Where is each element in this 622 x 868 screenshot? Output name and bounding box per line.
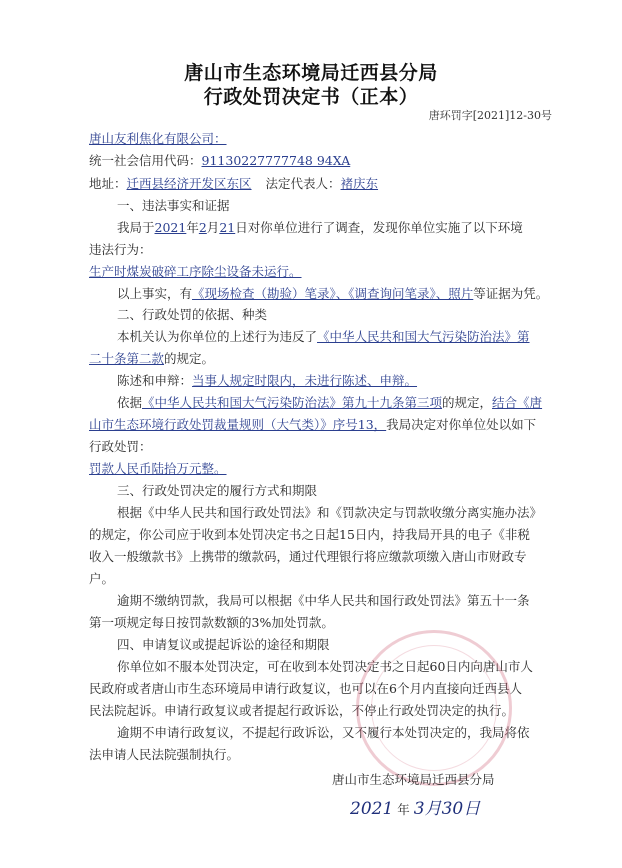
section-4-para-1: 你单位如不服本处罚决定，可在收到本处罚决定书之日起60日内向唐山市人 bbox=[117, 659, 533, 674]
basis-line-3: 行政处罚： bbox=[89, 439, 152, 454]
section-3-para-2-cont: 第一项规定每日按罚款数额的3%加处罚款。 bbox=[89, 615, 334, 630]
party-name: 唐山友利焦化有限公司： bbox=[89, 131, 227, 146]
text-segment: 本机关认为你单位的上述行为违反了 bbox=[117, 329, 318, 344]
document-title: 唐山市生态环境局迁西县分局 bbox=[184, 62, 438, 84]
official-seal-icon bbox=[356, 630, 512, 786]
text-segment: 我局于 bbox=[117, 220, 155, 235]
inspection-day: 21 bbox=[219, 220, 236, 235]
text-segment: 年 bbox=[186, 220, 199, 235]
issue-year: 2021 bbox=[350, 799, 394, 819]
section-4-para-2: 逾期不申请行政复议，不提起行政诉讼，又不履行本处罚决定的，我局将依 bbox=[117, 725, 530, 740]
basis-line-1 bbox=[117, 393, 542, 411]
section-3-para-1-cont: 收入一般缴款书》上携带的缴款码，通过代理银行将应缴款项缴入唐山市财政专 bbox=[89, 549, 527, 564]
section-3-heading: 三、行政处罚决定的履行方式和期限 bbox=[117, 483, 318, 498]
document-subtitle: 行政处罚决定书（正本） bbox=[203, 86, 419, 108]
violated-article: 二十条第二款 bbox=[89, 351, 165, 366]
section-4-para-1-cont: 民法院起诉。申请行政复议或者提起行政诉讼，不停止行政处罚决定的执行。 bbox=[89, 703, 515, 718]
basis-line-2 bbox=[89, 415, 536, 433]
text-segment: 月 bbox=[206, 220, 220, 235]
section-2-heading: 二、行政处罚的依据、种类 bbox=[117, 307, 268, 322]
inspection-year: 2021 bbox=[154, 220, 187, 235]
section-1-para-1 bbox=[117, 218, 523, 236]
penalty-text: 罚款人民币陆拾万元整。 bbox=[89, 461, 227, 476]
penalty-basis-law: 《中华人民共和国大气污染防治法》第九十九条第三项 bbox=[142, 395, 443, 410]
issue-date bbox=[350, 794, 480, 819]
address-line bbox=[89, 174, 378, 192]
discretion-rule: 山市生态环境行政处罚裁量规则（大气类）》序号13， bbox=[89, 417, 387, 432]
address-value: 迁西县经济开发区东区 bbox=[126, 176, 252, 191]
text-segment: 我局决定对你单位处以如下 bbox=[386, 417, 537, 432]
text-segment: 以上事实，有 bbox=[117, 286, 193, 301]
text-segment: 年 bbox=[397, 802, 410, 817]
discretion-rule-start: 结合《唐 bbox=[492, 395, 543, 410]
evidence-list: 《现场检查（勘验）笔录》、《调查询问笔录》、照片 bbox=[192, 286, 474, 301]
document-number: 唐环罚字[2021]12-30号 bbox=[428, 109, 552, 122]
defense-line bbox=[117, 371, 417, 389]
address-label: 地址： bbox=[89, 176, 127, 191]
section-4-heading: 四、申请复议或提起诉讼的途径和期限 bbox=[117, 637, 330, 652]
section-1-para-1-cont: 违法行为： bbox=[89, 242, 152, 257]
evidence-line bbox=[117, 284, 548, 302]
section-3-para-1-cont: 的规定，你公司应于收到本处罚决定书之日起15日内，持我局开具的电子《非税 bbox=[89, 527, 530, 542]
credit-code-line bbox=[89, 151, 350, 169]
text-segment: 的规定。 bbox=[164, 351, 215, 366]
section-2-para-1 bbox=[117, 327, 530, 345]
legal-rep-label: 法定代表人： bbox=[265, 176, 341, 191]
party-name-line bbox=[89, 129, 227, 147]
section-4-para-1-cont: 民政府或者唐山市生态环境局申请行政复议，也可以在6个月内直接向迁西县人 bbox=[89, 681, 522, 696]
defense-text: 当事人规定时限内，未进行陈述、申辩。 bbox=[192, 373, 418, 388]
violated-law: 《中华人民共和国大气污染防治法》第 bbox=[317, 329, 530, 344]
inspection-month: 2 bbox=[198, 220, 207, 235]
credit-code-value: 91130227777748 94XA bbox=[201, 153, 351, 168]
section-1-heading: 一、违法事实和证据 bbox=[117, 198, 230, 213]
penalty-amount bbox=[89, 459, 227, 477]
text-segment: 等证据为凭。 bbox=[473, 286, 549, 301]
text-segment: 陈述和申辩： bbox=[117, 373, 193, 388]
section-4-para-2-cont: 法申请人民法院强制执行。 bbox=[89, 747, 240, 762]
text-segment: 依据 bbox=[117, 395, 143, 410]
violation-text: 生产时煤炭破碎工序除尘设备未运行。 bbox=[89, 264, 302, 279]
issuer-name: 唐山市生态环境局迁西县分局 bbox=[332, 772, 495, 787]
text-segment: 日对你单位进行了调查，发现你单位实施了以下环境 bbox=[235, 220, 523, 235]
section-2-para-1-cont bbox=[89, 349, 214, 367]
text-segment: 的规定， bbox=[442, 395, 493, 410]
issue-month-day: 3月30日 bbox=[413, 799, 481, 819]
section-3-para-1-cont: 户。 bbox=[89, 571, 115, 586]
credit-code-label: 统一社会信用代码： bbox=[89, 153, 202, 168]
section-3-para-1: 根据《中华人民共和国行政处罚法》和《罚款决定与罚款收缴分离实施办法》 bbox=[117, 505, 543, 520]
violation-description bbox=[89, 262, 302, 280]
legal-rep-name: 褚庆东 bbox=[340, 176, 379, 191]
section-3-para-2: 逾期不缴纳罚款，我局可以根据《中华人民共和国行政处罚法》第五十一条 bbox=[117, 593, 530, 608]
